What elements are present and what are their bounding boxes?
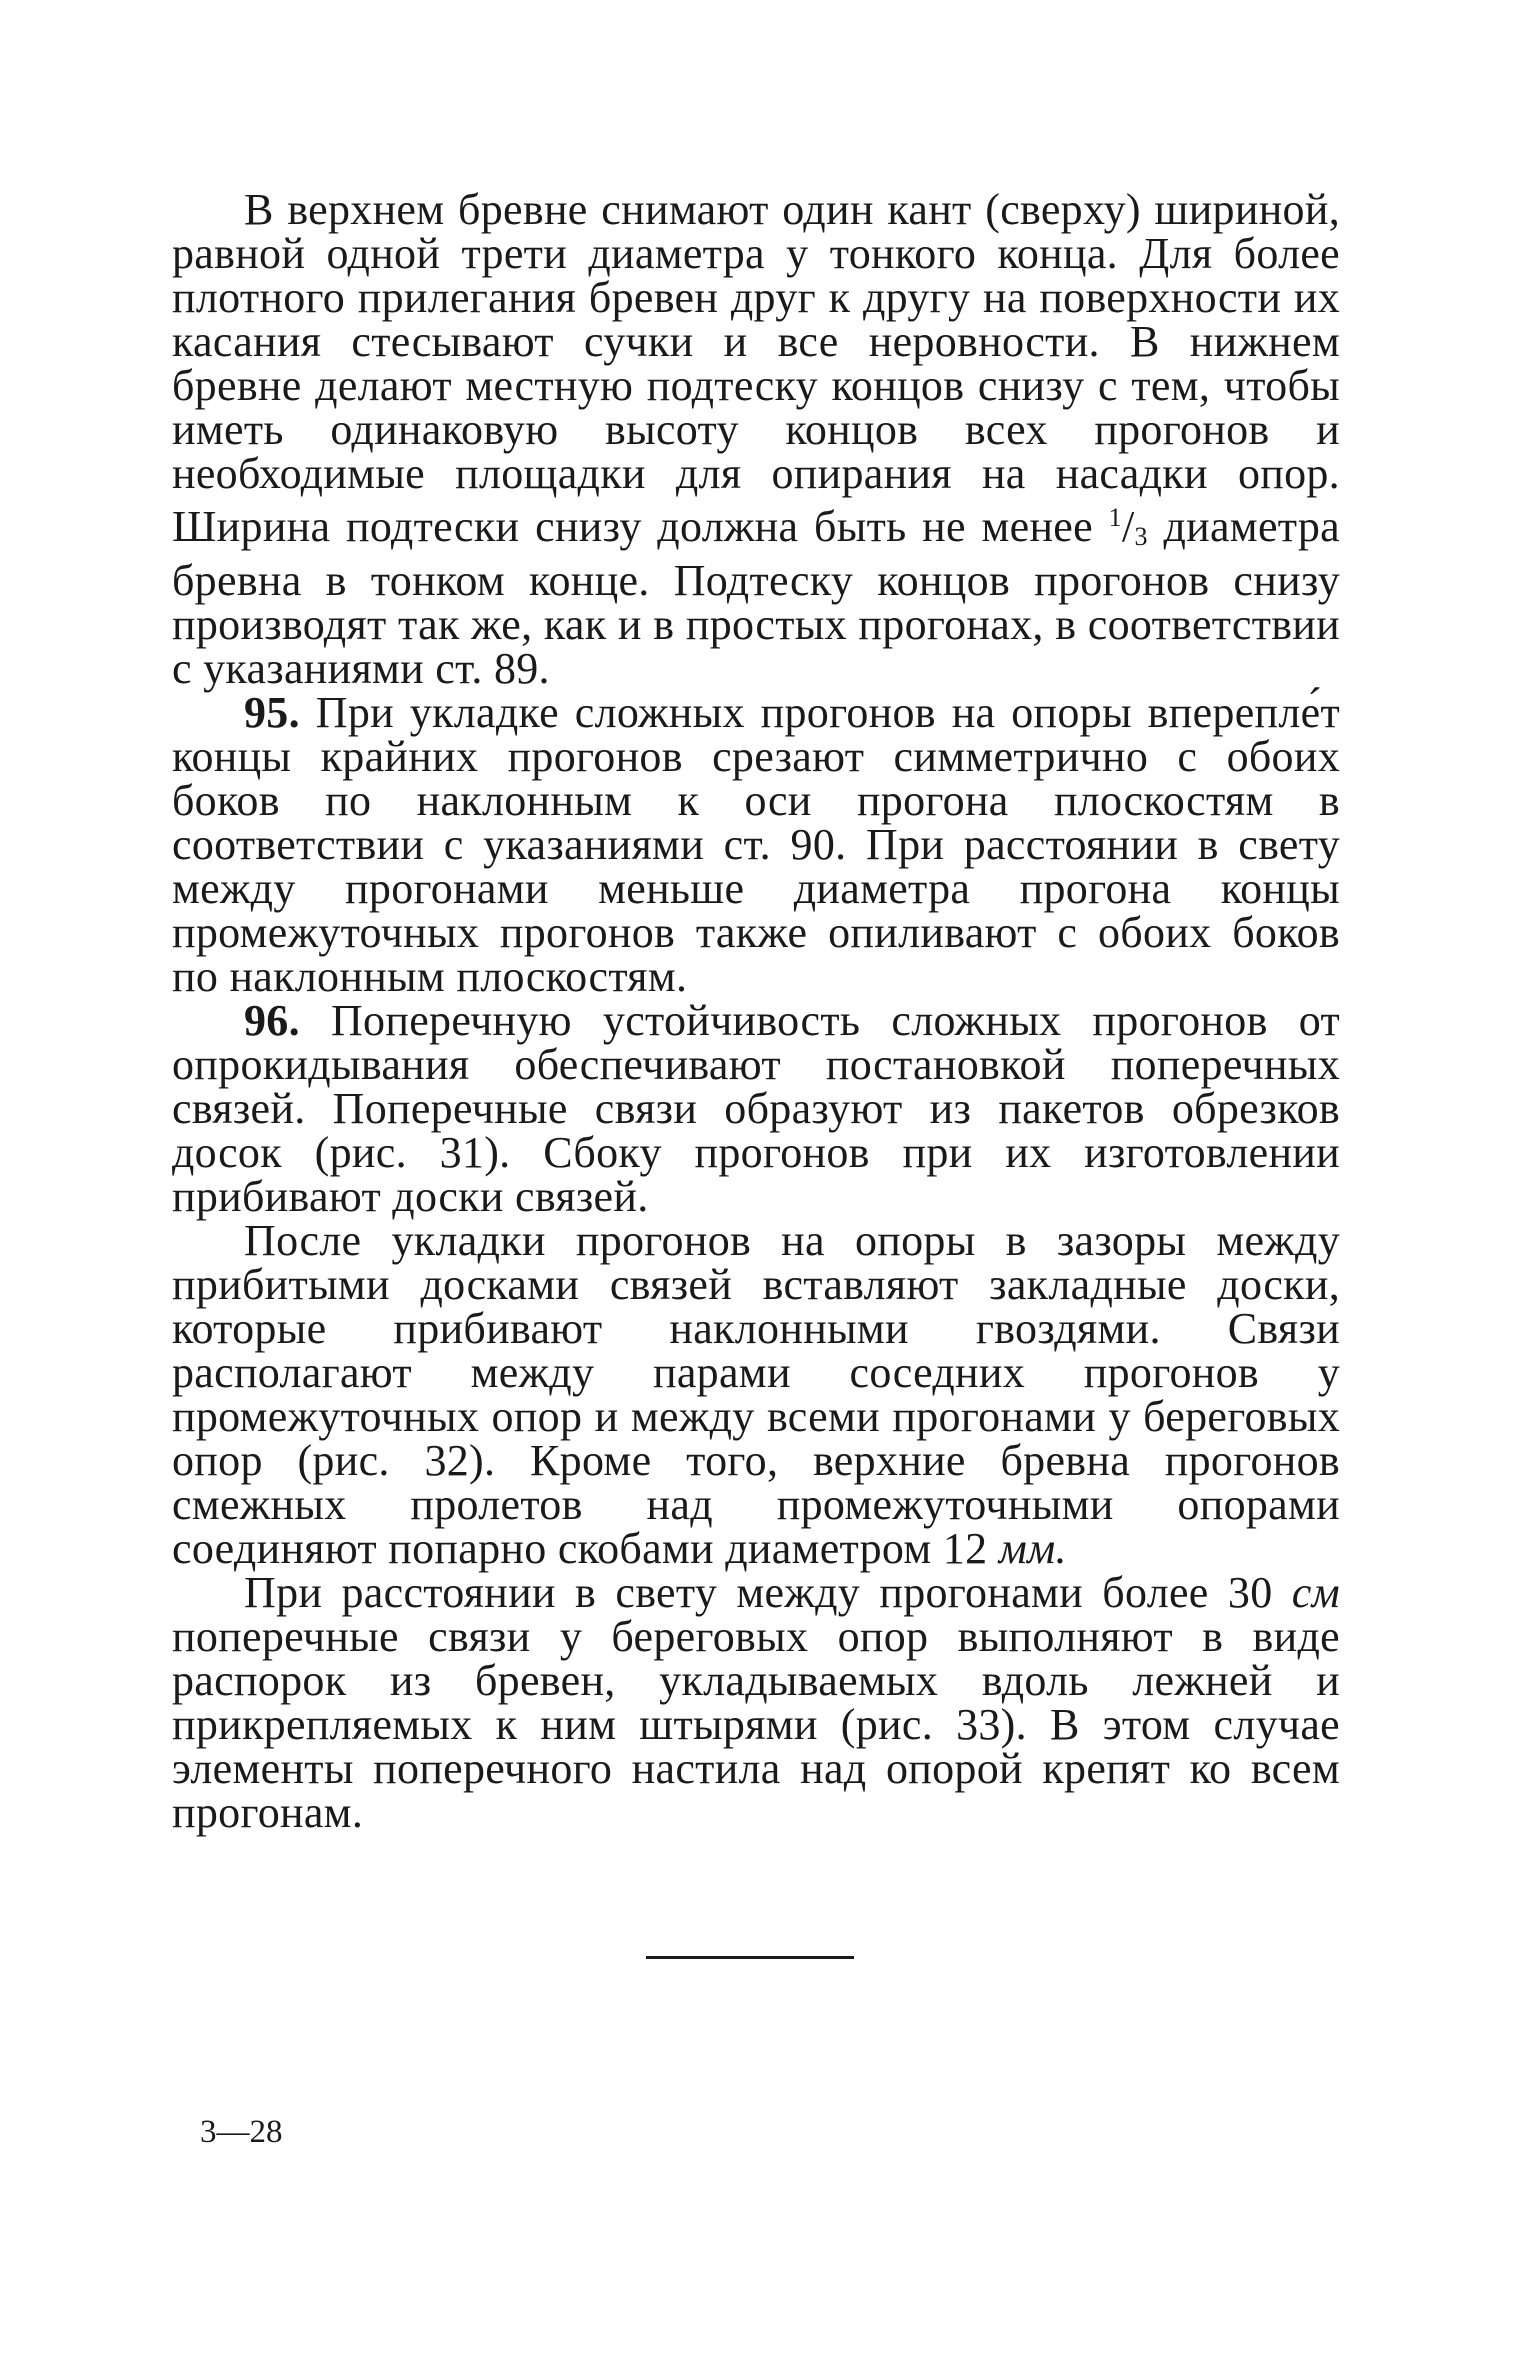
paragraph-5-text-end: поперечные связи у береговых опор выполняют в виде распорок из бревен, укладываемых вдоль лежней и прикрепляемых к ним штырями (рис. 33). В этом случае элементы поперечного настила над опорой крепят ко всем прогонам. (172, 1612, 1340, 1837)
section-end-rule (646, 1956, 854, 1959)
fraction-numerator: 1 (1108, 503, 1122, 532)
paragraph-number: 96. (244, 996, 300, 1045)
paragraph-1-text-end: диаметра бревна в тонком конце. Подтеску концов прогонов снизу производят так же, как и в простых прогонах, в соответствии с указаниями ст. 89. (172, 502, 1340, 693)
paragraph-4 (172, 1216, 1340, 1573)
paragraph-95 (172, 688, 1340, 1001)
paragraph-1 (172, 185, 1340, 693)
printer-signature: 3—28 (200, 2114, 283, 2150)
paragraph-96-text: Поперечную устойчивость сложных прогонов от опрокидывания обеспечивают постановкой поперечных связей. Поперечные связи образуют из пакетов обрезков досок (рис. 31). Сбоку прогонов при их изготовлении прибивают доски связей. (172, 996, 1340, 1221)
body-text (172, 185, 1340, 1837)
paragraph-5-text: При расстоянии в свету между прогонами более 30 (244, 1568, 1292, 1617)
fraction-denominator: 3 (1134, 522, 1148, 551)
unit-mm: мм. (998, 1524, 1067, 1573)
paragraph-95-text: При укладке сложных прогонов на опоры вперепле́т концы крайних прогонов срезают симметрично с обоих боков по наклонным к оси прогона плоскостям в соответствии с указаниями ст. 90. При расстоянии в свету между прогонами меньше диаметра прогона концы промежуточных прогонов также опиливают с обоих боков по наклонным плоскостям. (172, 688, 1340, 1001)
unit-cm: см (1291, 1568, 1340, 1617)
paragraph-number: 95. (244, 688, 300, 737)
fraction-slash: / (1121, 502, 1135, 551)
paragraph-96 (172, 996, 1340, 1221)
paragraph-4-text: После укладки прогонов на опоры в зазоры между прибитыми досками связей вставляют закладные доски, которые прибивают наклонными гвоздями. Связи располагают между парами соседних прогонов у промежуточных опор и между всеми прогонами у береговых опор (рис. 32). Кроме того, верхние бревна прогонов смежных пролетов над промежуточными опорами соединяют попарно скобами диаметром 12 (172, 1216, 1340, 1573)
paragraph-1-text: В верхнем бревне снимают один кант (сверху) шириной, равной одной трети диаметра у тонкого конца. Для более плотного прилегания бревен друг к другу на поверхности их касания стесывают сучки и все неровности. В нижнем бревне делают местную подтеску концов снизу с тем, чтобы иметь одинаковую высоту концов всех прогонов и необходимые площадки для опирания на насадки опор. Ширина подтески снизу должна быть не менее (172, 185, 1340, 551)
paragraph-5 (172, 1568, 1340, 1837)
